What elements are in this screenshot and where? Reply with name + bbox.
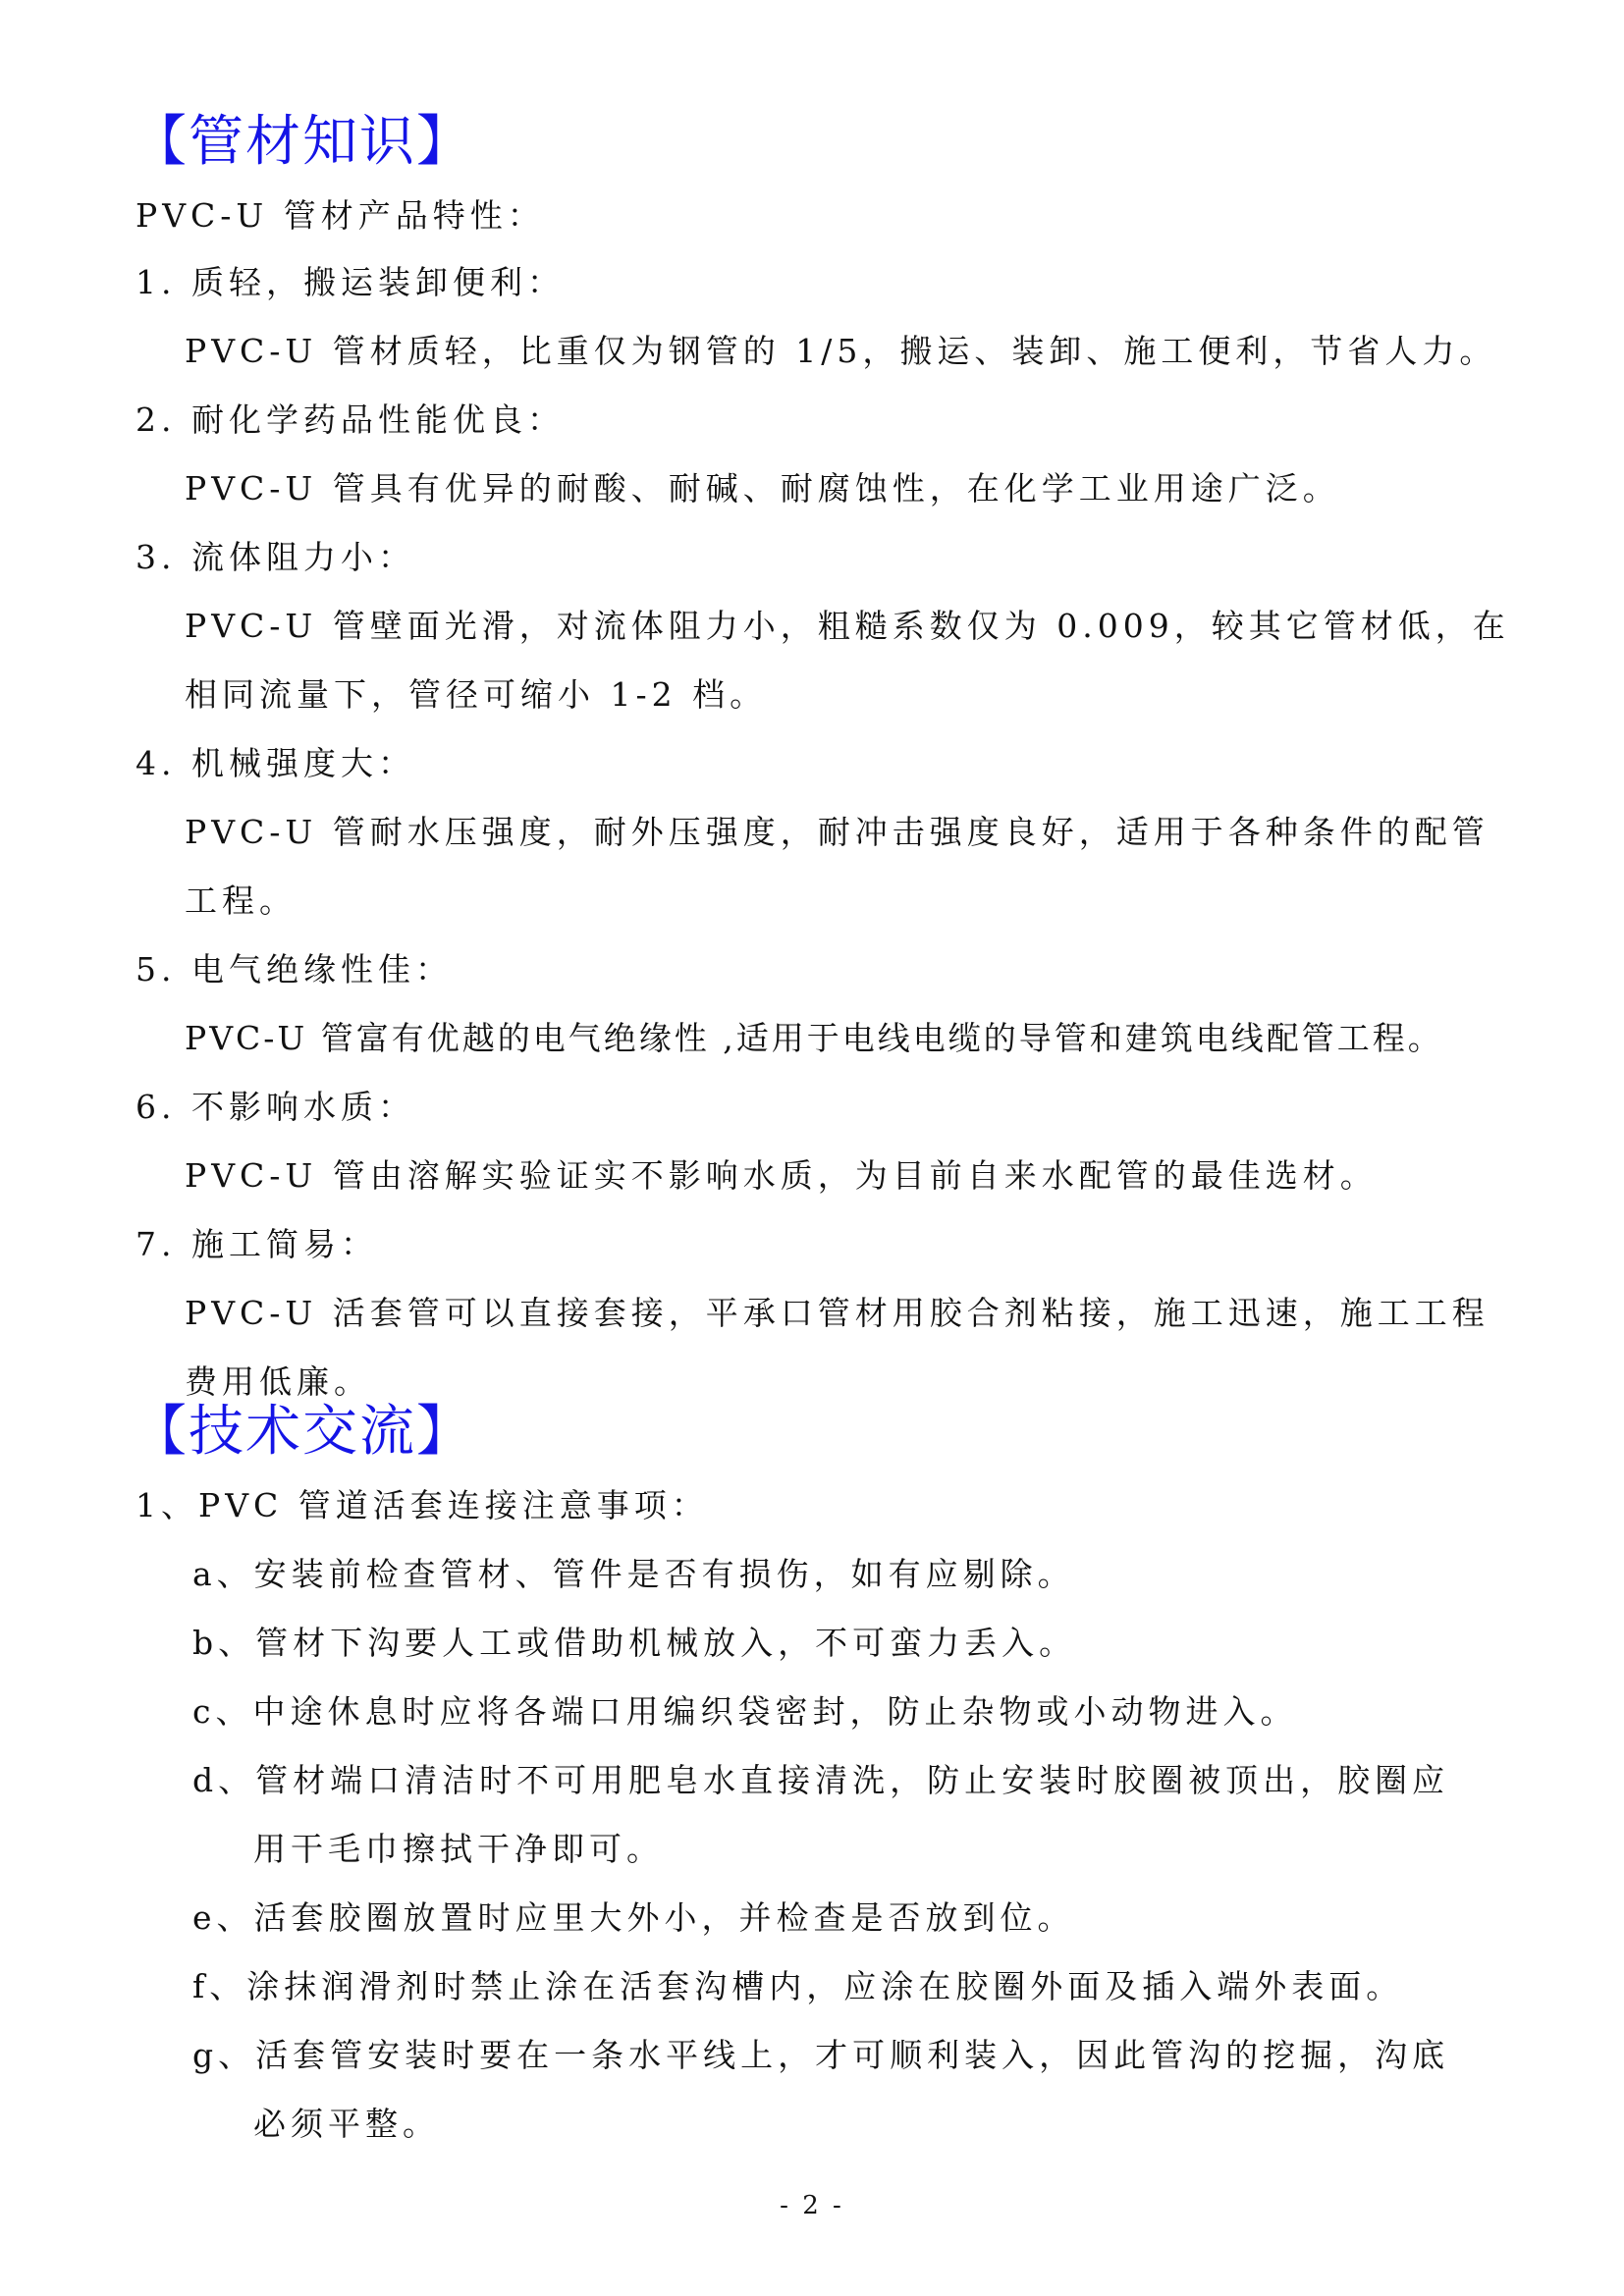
item-body: PVC-U 管材质轻，比重仅为钢管的 1/5，搬运、装卸、施工便利，节省人力。 <box>185 332 1497 370</box>
note-item: f、涂抹润滑剂时禁止涂在活套沟槽内，应涂在胶圈外面及插入端外表面。 <box>192 1967 1404 2005</box>
note-item: a、安装前检查管材、管件是否有损伤，如有应剔除。 <box>192 1555 1075 1593</box>
item-heading: 1. 质轻，搬运装卸便利： <box>135 263 565 301</box>
note-item-continuation: 必须平整。 <box>253 2105 440 2143</box>
note-item-continuation: 用干毛巾擦拭干净即可。 <box>253 1830 664 1868</box>
page-number: - 2 - <box>780 2191 844 2220</box>
item-body: 工程。 <box>185 881 297 920</box>
item-body: PVC-U 管壁面光滑，对流体阻力小，粗糙系数仅为 0.009，较其它管材低，在 <box>185 607 1510 645</box>
section-intro-connection-notes: 1、PVC 管道活套连接注意事项： <box>135 1486 709 1524</box>
item-body: PVC-U 管由溶解实验证实不影响水质，为目前自来水配管的最佳选材。 <box>185 1156 1378 1195</box>
item-heading: 3. 流体阻力小： <box>135 538 415 576</box>
note-item: b、管材下沟要人工或借助机械放入，不可蛮力丢入。 <box>192 1624 1077 1662</box>
item-heading: 7. 施工简易： <box>135 1225 378 1263</box>
section-intro-pvc-properties: PVC-U 管材产品特性： <box>135 196 545 235</box>
note-item: d、管材端口清洁时不可用肥皂水直接清洗，防止安装时胶圈被顶出，胶圈应 <box>192 1761 1450 1799</box>
item-body: 费用低廉。 <box>185 1362 371 1401</box>
item-heading: 6. 不影响水质： <box>135 1088 415 1126</box>
note-item: e、活套胶圈放置时应里大外小，并检查是否放到位。 <box>192 1898 1075 1937</box>
note-item: c、中途休息时应将各端口用编织袋密封，防止杂物或小动物进入。 <box>192 1692 1298 1731</box>
item-body: PVC-U 管富有优越的电气绝缘性 ,适用于电线电缆的导管和建筑电线配管工程。 <box>185 1019 1443 1057</box>
item-heading: 2. 耐化学药品性能优良： <box>135 400 565 439</box>
item-heading: 4. 机械强度大： <box>135 744 415 782</box>
section-title-tech-exchange: 【技术交流】 <box>132 1400 473 1464</box>
item-heading: 5. 电气绝缘性佳： <box>135 950 453 988</box>
item-body: PVC-U 活套管可以直接套接，平承口管材用胶合剂粘接，施工迅速，施工工程 <box>185 1294 1489 1332</box>
item-body: PVC-U 管耐水压强度，耐外压强度，耐冲击强度良好，适用于各种条件的配管 <box>185 813 1489 851</box>
item-body: 相同流量下，管径可缩小 1-2 档。 <box>185 675 768 714</box>
note-item: g、活套管安装时要在一条水平线上，才可顺利装入，因此管沟的挖掘，沟底 <box>192 2036 1450 2074</box>
item-body: PVC-U 管具有优异的耐酸、耐碱、耐腐蚀性，在化学工业用途广泛。 <box>185 469 1340 507</box>
section-title-pipe-knowledge: 【管材知识】 <box>132 110 473 174</box>
